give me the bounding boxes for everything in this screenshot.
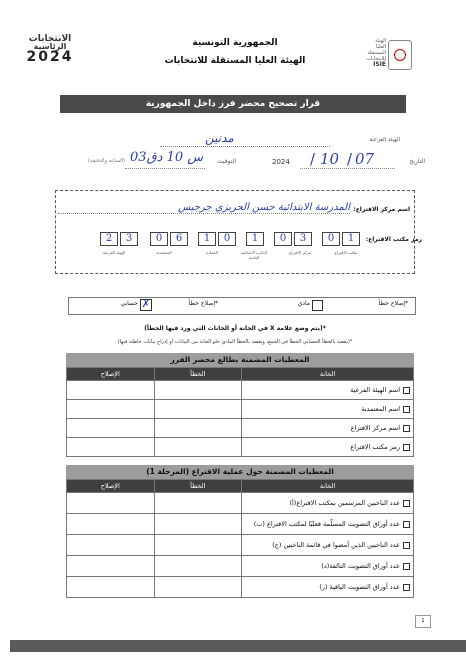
time-value[interactable]: 03ﺱ 10 دق	[130, 150, 204, 165]
error-cell[interactable]	[154, 535, 242, 556]
row-checkbox[interactable]	[403, 542, 410, 549]
code-digit[interactable]: 1	[342, 232, 360, 246]
table-row	[67, 577, 414, 598]
table-row	[67, 556, 414, 577]
fix-cell[interactable]	[67, 493, 155, 514]
time-line	[125, 168, 205, 169]
arith-checkbox[interactable]: ✗	[141, 299, 151, 310]
arith-label: حسابي	[120, 300, 138, 307]
code-sublabel: الدائرة الانتخابية البلدية	[240, 250, 268, 260]
table-row	[67, 400, 414, 419]
code-digit[interactable]: 3	[120, 232, 138, 246]
section2-table	[66, 479, 414, 598]
code-digit[interactable]: 0	[322, 232, 340, 246]
code-digit[interactable]: 1	[246, 232, 264, 246]
code-digit[interactable]: 0	[274, 232, 292, 246]
code-digit[interactable]: 0	[150, 232, 168, 246]
row-label: اسم المعتمدية	[361, 405, 400, 413]
col-field: الخانة	[242, 480, 414, 493]
code-sublabel: المعتمدية	[156, 250, 172, 255]
fix-cell[interactable]	[67, 381, 155, 400]
branch-value[interactable]: مدنين	[205, 131, 234, 145]
logo-line2: الرئاسية	[33, 42, 67, 51]
col-error: الخطأ	[154, 368, 242, 381]
fix-cell[interactable]	[67, 438, 155, 457]
error-cell[interactable]	[154, 493, 242, 514]
error-cell[interactable]	[154, 577, 242, 598]
table-row	[67, 514, 414, 535]
logo-right-line2: العليا	[375, 44, 386, 50]
table-row	[67, 493, 414, 514]
fix-cell[interactable]	[67, 577, 155, 598]
elections-2024-logo	[20, 34, 80, 76]
error-cell[interactable]	[154, 556, 242, 577]
center-value[interactable]: المدرسة الابتدائية حسن الحريزي جرجيس	[58, 202, 350, 214]
date-line	[300, 168, 395, 169]
ballot-box-icon	[388, 40, 412, 70]
row-checkbox[interactable]	[403, 521, 410, 528]
row-checkbox[interactable]	[403, 425, 410, 432]
code-digit[interactable]: 1	[198, 232, 216, 246]
row-checkbox[interactable]	[403, 584, 410, 591]
table-row	[67, 535, 414, 556]
fix-cell[interactable]	[67, 514, 155, 535]
material-label: مادي	[297, 300, 310, 307]
logo-right-line1: الهيئة	[375, 38, 386, 44]
logo-right-line4: للانتخابات	[366, 56, 386, 62]
col-fix: الإصلاح	[67, 368, 155, 381]
branch-line	[160, 146, 330, 147]
isie-logo	[342, 36, 412, 78]
section1-title: المعطيات المضمنة بطالع محضر الفرز	[66, 353, 414, 367]
code-sublabel: العمادة	[206, 250, 218, 255]
table-row	[67, 419, 414, 438]
date-month[interactable]: 10	[320, 150, 340, 168]
row-label: عدد أوراق التصويت التالفة(د)	[321, 562, 400, 570]
code-sublabel: مكتب الاقتراع	[334, 250, 358, 255]
date-year: 2024	[272, 158, 290, 166]
table-row	[67, 438, 414, 457]
col-field: الخانة	[242, 368, 414, 381]
code-digit[interactable]: 2	[100, 232, 118, 246]
logo-right-line3: المستقلة	[367, 50, 386, 56]
error-label-arith: *إصلاح خطأ	[188, 300, 218, 307]
country-name: الجمهورية التونسية	[192, 38, 278, 48]
date-sep-1: /	[347, 150, 353, 168]
date-label: التاريخ	[409, 158, 425, 165]
error-label-material: *إصلاح خطأ	[378, 300, 408, 307]
time-hint: (الساعة والدقيقة)	[87, 158, 125, 164]
section1-table	[66, 367, 414, 457]
note-text: *(يقصد بالخطأ الحسابي الخطأ في الجمع، ويقصد بالخطأ المادي خلو الخانة من البيانات أو إدراج بيانات خاطئة فيها)	[117, 339, 353, 345]
date-sep-2: /	[310, 150, 316, 168]
row-checkbox[interactable]	[403, 563, 410, 570]
error-cell[interactable]	[154, 438, 242, 457]
footer-strip	[10, 640, 466, 652]
date-day[interactable]: 07	[355, 150, 375, 168]
row-label: اسم الهيئة الفرعية	[350, 386, 400, 394]
logo-year: 2024	[26, 49, 74, 65]
error-cell[interactable]	[154, 400, 242, 419]
row-checkbox[interactable]	[403, 500, 410, 507]
page-number: 1	[415, 615, 431, 628]
center-label: اسم مركز الاقتراع:	[353, 206, 410, 213]
code-label: رمز مكتب الاقتراع:	[365, 236, 422, 243]
col-error: الخطأ	[154, 480, 242, 493]
error-cell[interactable]	[154, 381, 242, 400]
material-checkbox[interactable]	[312, 300, 323, 311]
row-label: عدد أوراق التصويت المسلّمة فعليّا لمكتب الاقتراع (ب)	[253, 520, 400, 528]
section2-title: المعطيات المضمنة حول عملية الاقتراع (المرحلة 1)	[66, 465, 414, 479]
time-label: التوقيت	[217, 158, 236, 165]
row-checkbox[interactable]	[403, 444, 410, 451]
instruction-text: *(يتم وضع علامة X في الخانة أو الخانات التي ورد فيها الخطأ)	[144, 325, 326, 332]
code-digit[interactable]: 0	[218, 232, 236, 246]
row-checkbox[interactable]	[403, 387, 410, 394]
fix-cell[interactable]	[67, 535, 155, 556]
code-sublabel: مركز الاقتراع	[289, 250, 311, 255]
authority-name: الهيئة العليا المستقلة للانتخابات	[164, 56, 306, 66]
logo-line1: الانتخابات	[28, 34, 72, 44]
fix-cell[interactable]	[67, 419, 155, 438]
row-label: عدد الناخبين الذين أمضوا في قائمة الناخبين (ج)	[272, 541, 400, 549]
error-cell[interactable]	[154, 514, 242, 535]
row-label: عدد أوراق التصويت الباقية (ر)	[319, 583, 400, 591]
code-digit[interactable]: 3	[294, 232, 312, 246]
code-digit[interactable]: 6	[170, 232, 188, 246]
row-label: عدد الناخبين المرسمين بمكتب الاقتراع(أ)	[289, 499, 400, 507]
error-cell[interactable]	[154, 419, 242, 438]
branch-label: الهيئة الفرعية	[369, 137, 400, 143]
table-row	[67, 381, 414, 400]
fix-cell[interactable]	[67, 556, 155, 577]
row-label: اسم مركز الاقتراع	[350, 424, 400, 432]
row-label: رمز مكتب الاقتراع	[350, 443, 400, 451]
form-title: قرار تصحيح محضر فرز داخل الجمهورية	[60, 95, 406, 113]
code-sublabel: الهيئة الفرعية	[102, 250, 126, 255]
col-fix: الإصلاح	[67, 480, 155, 493]
fix-cell[interactable]	[67, 400, 155, 419]
logo-right-brand: ISIE	[373, 61, 386, 68]
row-checkbox[interactable]	[403, 406, 410, 413]
